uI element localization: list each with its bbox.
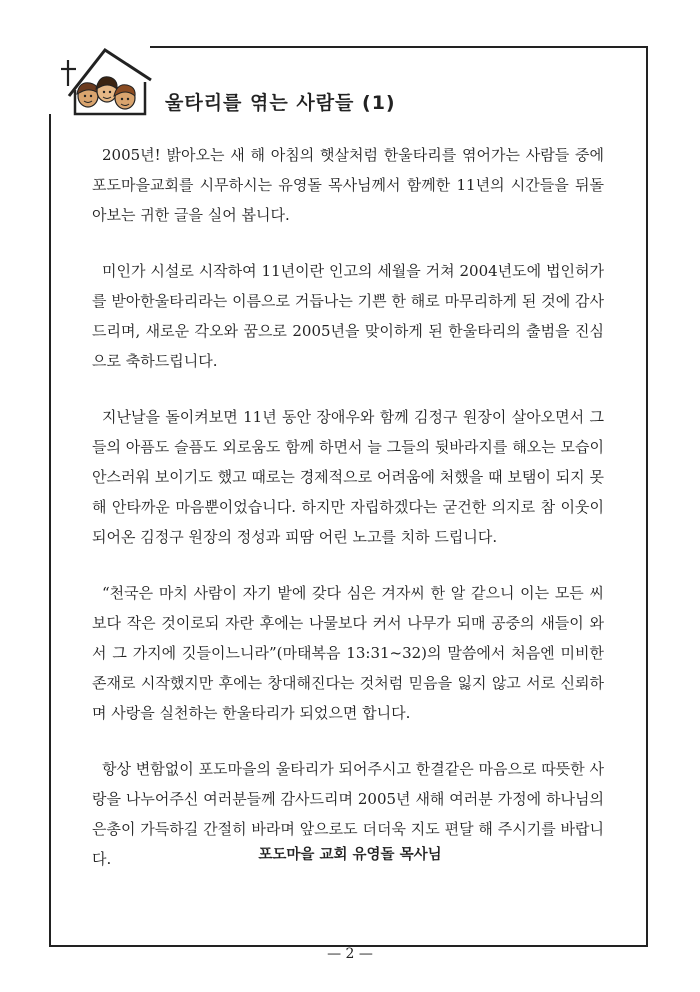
frame-left-line bbox=[49, 114, 51, 947]
article-paragraph: 항상 변함없이 포도마을의 울타리가 되어주시고 한결같은 마음으로 따뜻한 사랑을 나누어주신 여러분들께 감사드리며 2005년 새해 여러분 가정에 하나님의 은총이 가득하길 간절히 바라며 앞으로도 더더욱 지도 편달 해 주시기를 바랍니다. bbox=[92, 760, 604, 868]
article-body bbox=[92, 140, 604, 900]
article-paragraph: “천국은 마치 사람이 자기 밭에 갖다 심은 겨자씨 한 알 같으니 이는 모든 씨보다 작은 것이로되 자란 후에는 나물보다 커서 나무가 되매 공중의 새들이 와서 그 가지에 깃들이느니라”(마태복음 13:31~32)의 말씀에서 처음엔 미비한 존재로 시작했지만 후에는 창대해진다는 것처럼 믿음을 잃지 않고 서로 신뢰하며 사랑을 실천하는 한울타리가 되었으면 합니다. bbox=[92, 584, 604, 722]
house-with-cross-and-people-icon bbox=[55, 38, 155, 118]
article-paragraph: 미인가 시설로 시작하여 11년이란 인고의 세월을 거쳐 2004년도에 법인허가를 받아한울타리라는 이름으로 거듭나는 기쁜 한 해로 마무리하게 된 것에 감사드리며, 새로운 각오와 꿈으로 2005년을 맞이하게 된 한울타리의 출범을 진심으로 축하드립니다. bbox=[92, 262, 604, 370]
author-signature: 포도마을 교회 유영돌 목사님 bbox=[258, 847, 442, 863]
frame-top-line bbox=[150, 46, 648, 48]
article-paragraph: 2005년! 밝아오는 새 해 아침의 햇살처럼 한울타리를 엮어가는 사람들 중에 포도마을교회를 시무하시는 유영돌 목사님께서 함께한 11년의 시간들을 뒤돌아보는 귀한 글을 실어 봅니다. bbox=[92, 146, 604, 224]
page-title: 울타리를 엮는 사람들 (1) bbox=[165, 92, 396, 114]
article-paragraph: 지난날을 돌이켜보면 11년 동안 장애우와 함께 김정구 원장이 살아오면서 그들의 아픔도 슬픔도 외로움도 함께 하면서 늘 그들의 뒷바라지를 해오는 모습이 안스러워 보이기도 했고 때로는 경제적으로 어려움에 처했을 때 보탬이 되지 못해 안타까운 마음뿐이었습니다. 하지만 자립하겠다는 굳건한 의지로 참 이웃이 되어온 김정구 원장의 정성과 피땀 어린 노고를 치하 드립니다. bbox=[92, 408, 604, 546]
frame-right-line bbox=[646, 46, 648, 947]
page-number: — 2 — bbox=[327, 946, 373, 962]
